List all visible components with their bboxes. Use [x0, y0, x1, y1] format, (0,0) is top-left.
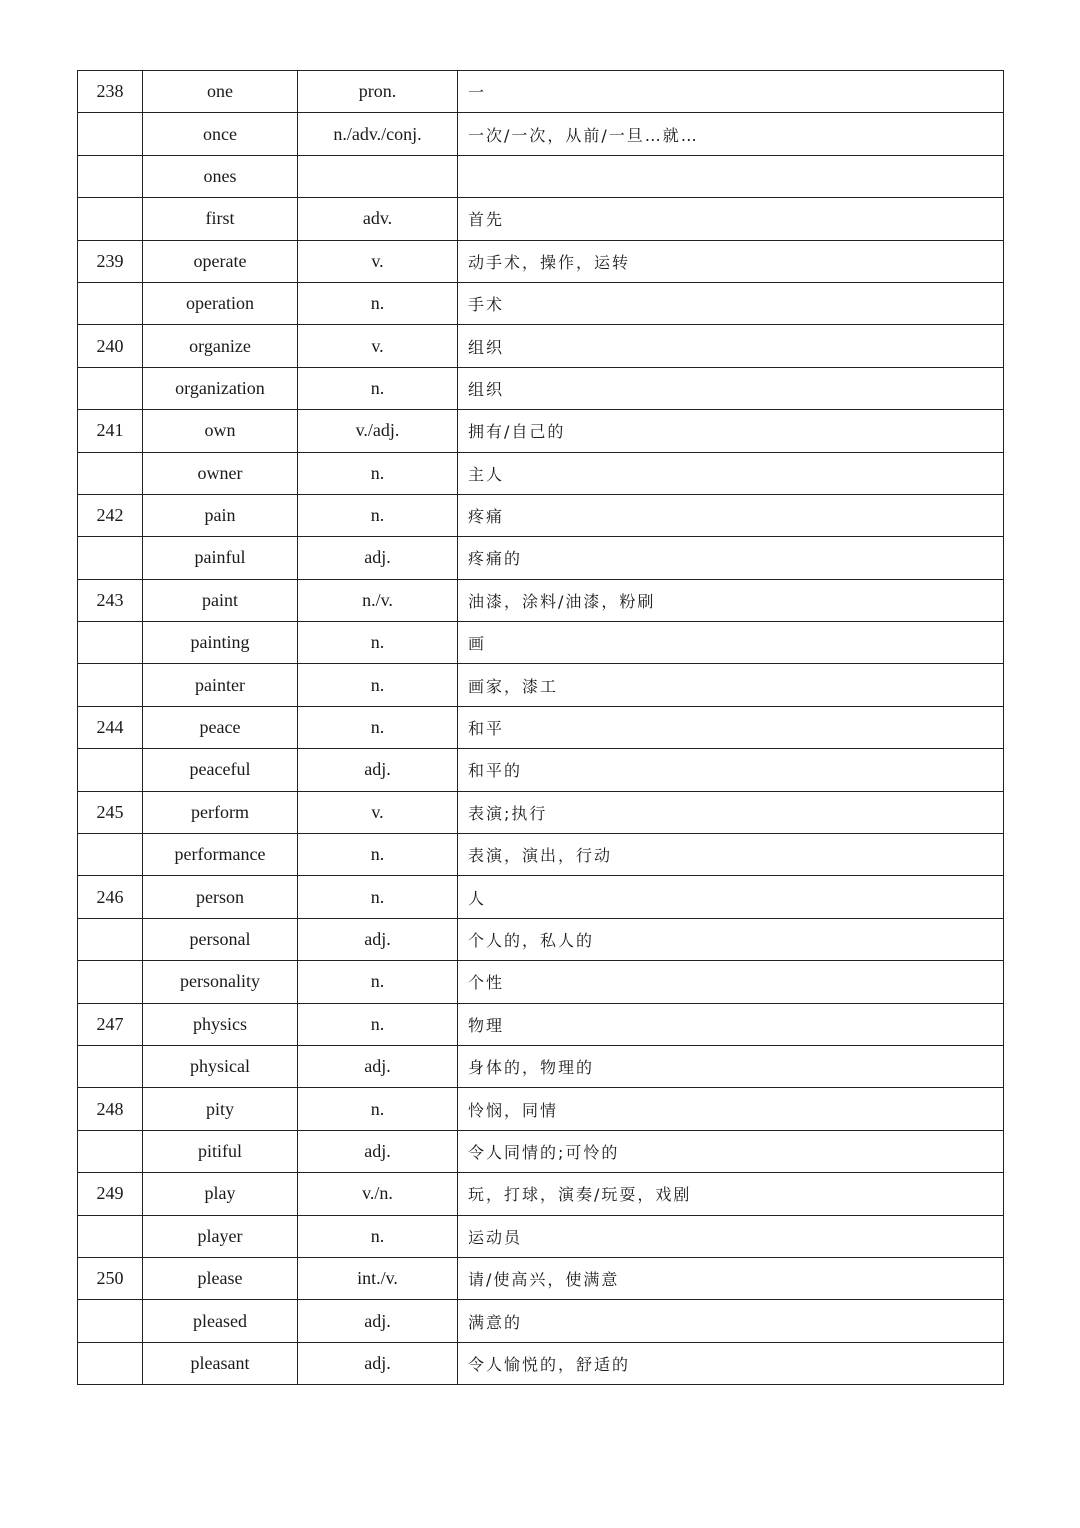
word-cell: pain	[143, 494, 298, 536]
part-of-speech-cell: n.	[298, 961, 458, 1003]
table-row	[78, 706, 1004, 748]
word-cell: first	[143, 198, 298, 240]
entry-number-cell	[78, 1045, 143, 1087]
part-of-speech-cell: n./adv./conj.	[298, 113, 458, 155]
table-row	[78, 791, 1004, 833]
part-of-speech-cell: n.	[298, 622, 458, 664]
part-of-speech-cell: adj.	[298, 537, 458, 579]
meaning-cell: 物理	[458, 1003, 1004, 1045]
part-of-speech-cell	[298, 155, 458, 197]
word-cell: perform	[143, 791, 298, 833]
word-cell: organize	[143, 325, 298, 367]
meaning-cell: 玩，打球，演奏/玩耍，戏剧	[458, 1173, 1004, 1215]
table-row	[78, 1088, 1004, 1130]
vocabulary-table-body	[78, 71, 1004, 1385]
word-cell: pleased	[143, 1300, 298, 1342]
table-row	[78, 664, 1004, 706]
part-of-speech-cell: n.	[298, 452, 458, 494]
entry-number-cell	[78, 1215, 143, 1257]
entry-number-cell	[78, 367, 143, 409]
word-cell: painful	[143, 537, 298, 579]
part-of-speech-cell: n.	[298, 494, 458, 536]
table-row	[78, 1342, 1004, 1384]
part-of-speech-cell: n.	[298, 834, 458, 876]
word-cell: physical	[143, 1045, 298, 1087]
entry-number-cell: 238	[78, 71, 143, 113]
entry-number-cell	[78, 961, 143, 1003]
part-of-speech-cell: v./n.	[298, 1173, 458, 1215]
word-cell: personality	[143, 961, 298, 1003]
table-row	[78, 410, 1004, 452]
meaning-cell: 手术	[458, 282, 1004, 324]
word-cell: player	[143, 1215, 298, 1257]
table-row	[78, 367, 1004, 409]
part-of-speech-cell: n.	[298, 876, 458, 918]
meaning-cell: 动手术，操作，运转	[458, 240, 1004, 282]
entry-number-cell: 241	[78, 410, 143, 452]
meaning-cell: 请/使高兴，使满意	[458, 1257, 1004, 1299]
entry-number-cell: 243	[78, 579, 143, 621]
meaning-cell: 和平	[458, 706, 1004, 748]
meaning-cell: 油漆，涂料/油漆，粉刷	[458, 579, 1004, 621]
entry-number-cell	[78, 622, 143, 664]
word-cell: operate	[143, 240, 298, 282]
part-of-speech-cell: adj.	[298, 1045, 458, 1087]
meaning-cell: 一	[458, 71, 1004, 113]
meaning-cell: 画家，漆工	[458, 664, 1004, 706]
meaning-cell: 怜悯，同情	[458, 1088, 1004, 1130]
table-row	[78, 1257, 1004, 1299]
word-cell: organization	[143, 367, 298, 409]
part-of-speech-cell: n./v.	[298, 579, 458, 621]
table-row	[78, 537, 1004, 579]
entry-number-cell	[78, 1342, 143, 1384]
table-row	[78, 240, 1004, 282]
table-row	[78, 452, 1004, 494]
table-row	[78, 1173, 1004, 1215]
entry-number-cell: 246	[78, 876, 143, 918]
part-of-speech-cell: adj.	[298, 1130, 458, 1172]
vocabulary-table	[77, 70, 1004, 1385]
entry-number-cell: 240	[78, 325, 143, 367]
word-cell: pity	[143, 1088, 298, 1130]
meaning-cell: 一次/一次，从前/一旦…就…	[458, 113, 1004, 155]
entry-number-cell	[78, 537, 143, 579]
entry-number-cell	[78, 749, 143, 791]
entry-number-cell	[78, 155, 143, 197]
entry-number-cell: 249	[78, 1173, 143, 1215]
part-of-speech-cell: pron.	[298, 71, 458, 113]
table-row	[78, 113, 1004, 155]
word-cell: performance	[143, 834, 298, 876]
table-row	[78, 1215, 1004, 1257]
table-row	[78, 834, 1004, 876]
meaning-cell: 表演，演出，行动	[458, 834, 1004, 876]
word-cell: once	[143, 113, 298, 155]
meaning-cell: 组织	[458, 367, 1004, 409]
entry-number-cell: 242	[78, 494, 143, 536]
entry-number-cell	[78, 1130, 143, 1172]
table-row	[78, 749, 1004, 791]
meaning-cell: 首先	[458, 198, 1004, 240]
part-of-speech-cell: adj.	[298, 918, 458, 960]
part-of-speech-cell: v.	[298, 325, 458, 367]
meaning-cell: 个性	[458, 961, 1004, 1003]
word-cell: painter	[143, 664, 298, 706]
table-row	[78, 1300, 1004, 1342]
meaning-cell: 身体的，物理的	[458, 1045, 1004, 1087]
word-cell: painting	[143, 622, 298, 664]
word-cell: one	[143, 71, 298, 113]
entry-number-cell	[78, 918, 143, 960]
meaning-cell: 人	[458, 876, 1004, 918]
entry-number-cell	[78, 834, 143, 876]
entry-number-cell	[78, 1300, 143, 1342]
table-row	[78, 155, 1004, 197]
table-row	[78, 494, 1004, 536]
part-of-speech-cell: v.	[298, 791, 458, 833]
meaning-cell: 拥有/自己的	[458, 410, 1004, 452]
part-of-speech-cell: n.	[298, 1088, 458, 1130]
entry-number-cell: 247	[78, 1003, 143, 1045]
word-cell: pitiful	[143, 1130, 298, 1172]
table-row	[78, 579, 1004, 621]
meaning-cell: 疼痛	[458, 494, 1004, 536]
word-cell: own	[143, 410, 298, 452]
table-row	[78, 198, 1004, 240]
part-of-speech-cell: adj.	[298, 1300, 458, 1342]
entry-number-cell: 244	[78, 706, 143, 748]
word-cell: person	[143, 876, 298, 918]
part-of-speech-cell: n.	[298, 664, 458, 706]
entry-number-cell: 248	[78, 1088, 143, 1130]
meaning-cell: 令人愉悦的，舒适的	[458, 1342, 1004, 1384]
table-row	[78, 325, 1004, 367]
word-cell: play	[143, 1173, 298, 1215]
meaning-cell: 满意的	[458, 1300, 1004, 1342]
table-row	[78, 961, 1004, 1003]
meaning-cell	[458, 155, 1004, 197]
entry-number-cell	[78, 452, 143, 494]
table-row	[78, 622, 1004, 664]
table-row	[78, 918, 1004, 960]
word-cell: pleasant	[143, 1342, 298, 1384]
part-of-speech-cell: n.	[298, 282, 458, 324]
entry-number-cell	[78, 282, 143, 324]
meaning-cell: 个人的，私人的	[458, 918, 1004, 960]
part-of-speech-cell: int./v.	[298, 1257, 458, 1299]
word-cell: personal	[143, 918, 298, 960]
word-cell: paint	[143, 579, 298, 621]
meaning-cell: 和平的	[458, 749, 1004, 791]
word-cell: peaceful	[143, 749, 298, 791]
table-row	[78, 876, 1004, 918]
part-of-speech-cell: n.	[298, 1215, 458, 1257]
meaning-cell: 令人同情的;可怜的	[458, 1130, 1004, 1172]
entry-number-cell	[78, 113, 143, 155]
table-row	[78, 1003, 1004, 1045]
part-of-speech-cell: n.	[298, 1003, 458, 1045]
entry-number-cell	[78, 198, 143, 240]
table-row	[78, 1045, 1004, 1087]
word-cell: physics	[143, 1003, 298, 1045]
part-of-speech-cell: adj.	[298, 749, 458, 791]
part-of-speech-cell: n.	[298, 367, 458, 409]
meaning-cell: 运动员	[458, 1215, 1004, 1257]
meaning-cell: 疼痛的	[458, 537, 1004, 579]
part-of-speech-cell: adj.	[298, 1342, 458, 1384]
meaning-cell: 画	[458, 622, 1004, 664]
part-of-speech-cell: n.	[298, 706, 458, 748]
table-row	[78, 282, 1004, 324]
entry-number-cell	[78, 664, 143, 706]
entry-number-cell: 239	[78, 240, 143, 282]
entry-number-cell: 245	[78, 791, 143, 833]
meaning-cell: 表演;执行	[458, 791, 1004, 833]
meaning-cell: 组织	[458, 325, 1004, 367]
table-row	[78, 1130, 1004, 1172]
word-cell: owner	[143, 452, 298, 494]
word-cell: ones	[143, 155, 298, 197]
word-cell: peace	[143, 706, 298, 748]
entry-number-cell: 250	[78, 1257, 143, 1299]
part-of-speech-cell: v./adj.	[298, 410, 458, 452]
meaning-cell: 主人	[458, 452, 1004, 494]
part-of-speech-cell: v.	[298, 240, 458, 282]
part-of-speech-cell: adv.	[298, 198, 458, 240]
word-cell: operation	[143, 282, 298, 324]
table-row	[78, 71, 1004, 113]
word-cell: please	[143, 1257, 298, 1299]
